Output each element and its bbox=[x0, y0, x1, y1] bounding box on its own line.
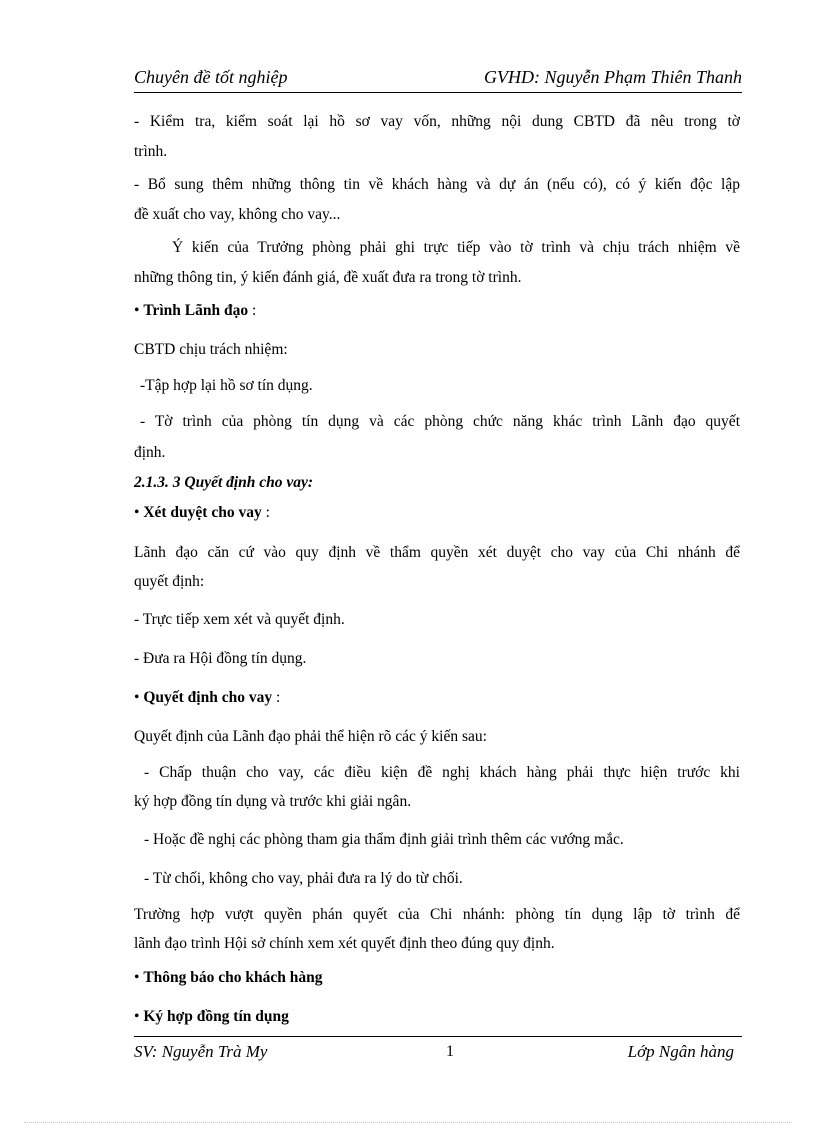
paragraph-line: ký hợp đồng tín dụng và trước khi giải ngân. bbox=[134, 793, 412, 810]
heading-text: Thông báo cho khách hàng bbox=[143, 969, 323, 986]
bullet-icon: • bbox=[134, 302, 140, 319]
paragraph-line: quyết định: bbox=[134, 573, 205, 590]
page-header bbox=[134, 66, 742, 92]
bullet-icon: • bbox=[134, 504, 140, 521]
heading-text: Xét duyệt cho vay bbox=[143, 504, 262, 521]
header-advisor: GVHD: Nguyễn Phạm Thiên Thanh bbox=[484, 67, 742, 87]
bullet-icon: • bbox=[134, 969, 140, 986]
footer-student: SV: Nguyễn Trà My bbox=[134, 1042, 268, 1061]
paragraph-line: CBTD chịu trách nhiệm: bbox=[134, 341, 288, 358]
paragraph-line: - Bổ sung thêm những thông tin về khách hàng và dự án (nếu có), có ý kiến độc lập bbox=[134, 176, 740, 193]
heading-ky-hop-dong bbox=[134, 1007, 740, 1027]
paragraph-line: - Đưa ra Hội đồng tín dụng. bbox=[134, 650, 307, 667]
bullet-icon: • bbox=[134, 689, 140, 706]
paragraph-line: - Từ chối, không cho vay, phải đưa ra lý do từ chối. bbox=[144, 870, 463, 887]
paragraph-line: - Hoặc đề nghị các phòng tham gia thẩm định giải trình thêm các vướng mắc. bbox=[144, 831, 624, 848]
paragraph-line: - Tờ trình của phòng tín dụng và các phòng chức năng khác trình Lãnh đạo quyết bbox=[140, 413, 740, 430]
paragraph-line: Ý kiến của Trưởng phòng phải ghi trực tiếp vào tờ trình và chịu trách nhiệm về bbox=[172, 239, 740, 256]
heading-text: Trình Lãnh đạo bbox=[143, 302, 249, 319]
paragraph-line: Trường hợp vượt quyền phán quyết của Chi nhánh: phòng tín dụng lập tờ trình để bbox=[134, 906, 740, 923]
heading-text: Ký hợp đồng tín dụng bbox=[143, 1008, 289, 1025]
heading-colon: : bbox=[275, 689, 281, 706]
heading-colon: : bbox=[252, 302, 257, 319]
paragraph-line: trình. bbox=[134, 143, 168, 160]
heading-thong-bao bbox=[134, 968, 740, 988]
paragraph-line: lãnh đạo trình Hội sở chính xem xét quyết định theo đúng quy định. bbox=[134, 935, 555, 952]
header-divider bbox=[134, 92, 742, 93]
heading-colon: : bbox=[265, 504, 270, 521]
bullet-icon: • bbox=[134, 1008, 140, 1025]
paragraph-line: Lãnh đạo căn cứ vào quy định về thẩm quyền xét duyệt cho vay của Chi nhánh để bbox=[134, 544, 740, 561]
paragraph-line: đề xuất cho vay, không cho vay... bbox=[134, 206, 341, 223]
section-heading: 2.1.3. 3 Quyết định cho vay: bbox=[134, 474, 314, 491]
paragraph-line: định. bbox=[134, 444, 166, 461]
paragraph-line: những thông tin, ý kiến đánh giá, đề xuất đưa ra trong tờ trình. bbox=[134, 269, 522, 286]
page-footer bbox=[134, 1041, 742, 1065]
paragraph-line: Quyết định của Lãnh đạo phải thể hiện rõ các ý kiến sau: bbox=[134, 728, 487, 745]
paragraph-line: - Chấp thuận cho vay, các điều kiện đề nghị khách hàng phải thực hiện trước khi bbox=[144, 764, 740, 781]
footer-class: Lớp Ngân hàng bbox=[627, 1042, 734, 1061]
heading-trinh-lanh-dao bbox=[134, 301, 740, 321]
footer-divider bbox=[134, 1036, 742, 1037]
paragraph-line: - Kiểm tra, kiểm soát lại hồ sơ vay vốn, những nội dung CBTD đã nêu trong tờ bbox=[134, 113, 740, 130]
heading-text: Quyết định cho vay bbox=[143, 689, 273, 706]
heading-xet-duyet bbox=[134, 503, 740, 523]
paragraph-line: -Tập hợp lại hồ sơ tín dụng. bbox=[140, 377, 313, 394]
header-title: Chuyên đề tốt nghiệp bbox=[134, 67, 288, 87]
page-number: 1 bbox=[446, 1043, 454, 1060]
paragraph-line: - Trực tiếp xem xét và quyết định. bbox=[134, 611, 345, 628]
heading-quyet-dinh bbox=[134, 688, 740, 708]
